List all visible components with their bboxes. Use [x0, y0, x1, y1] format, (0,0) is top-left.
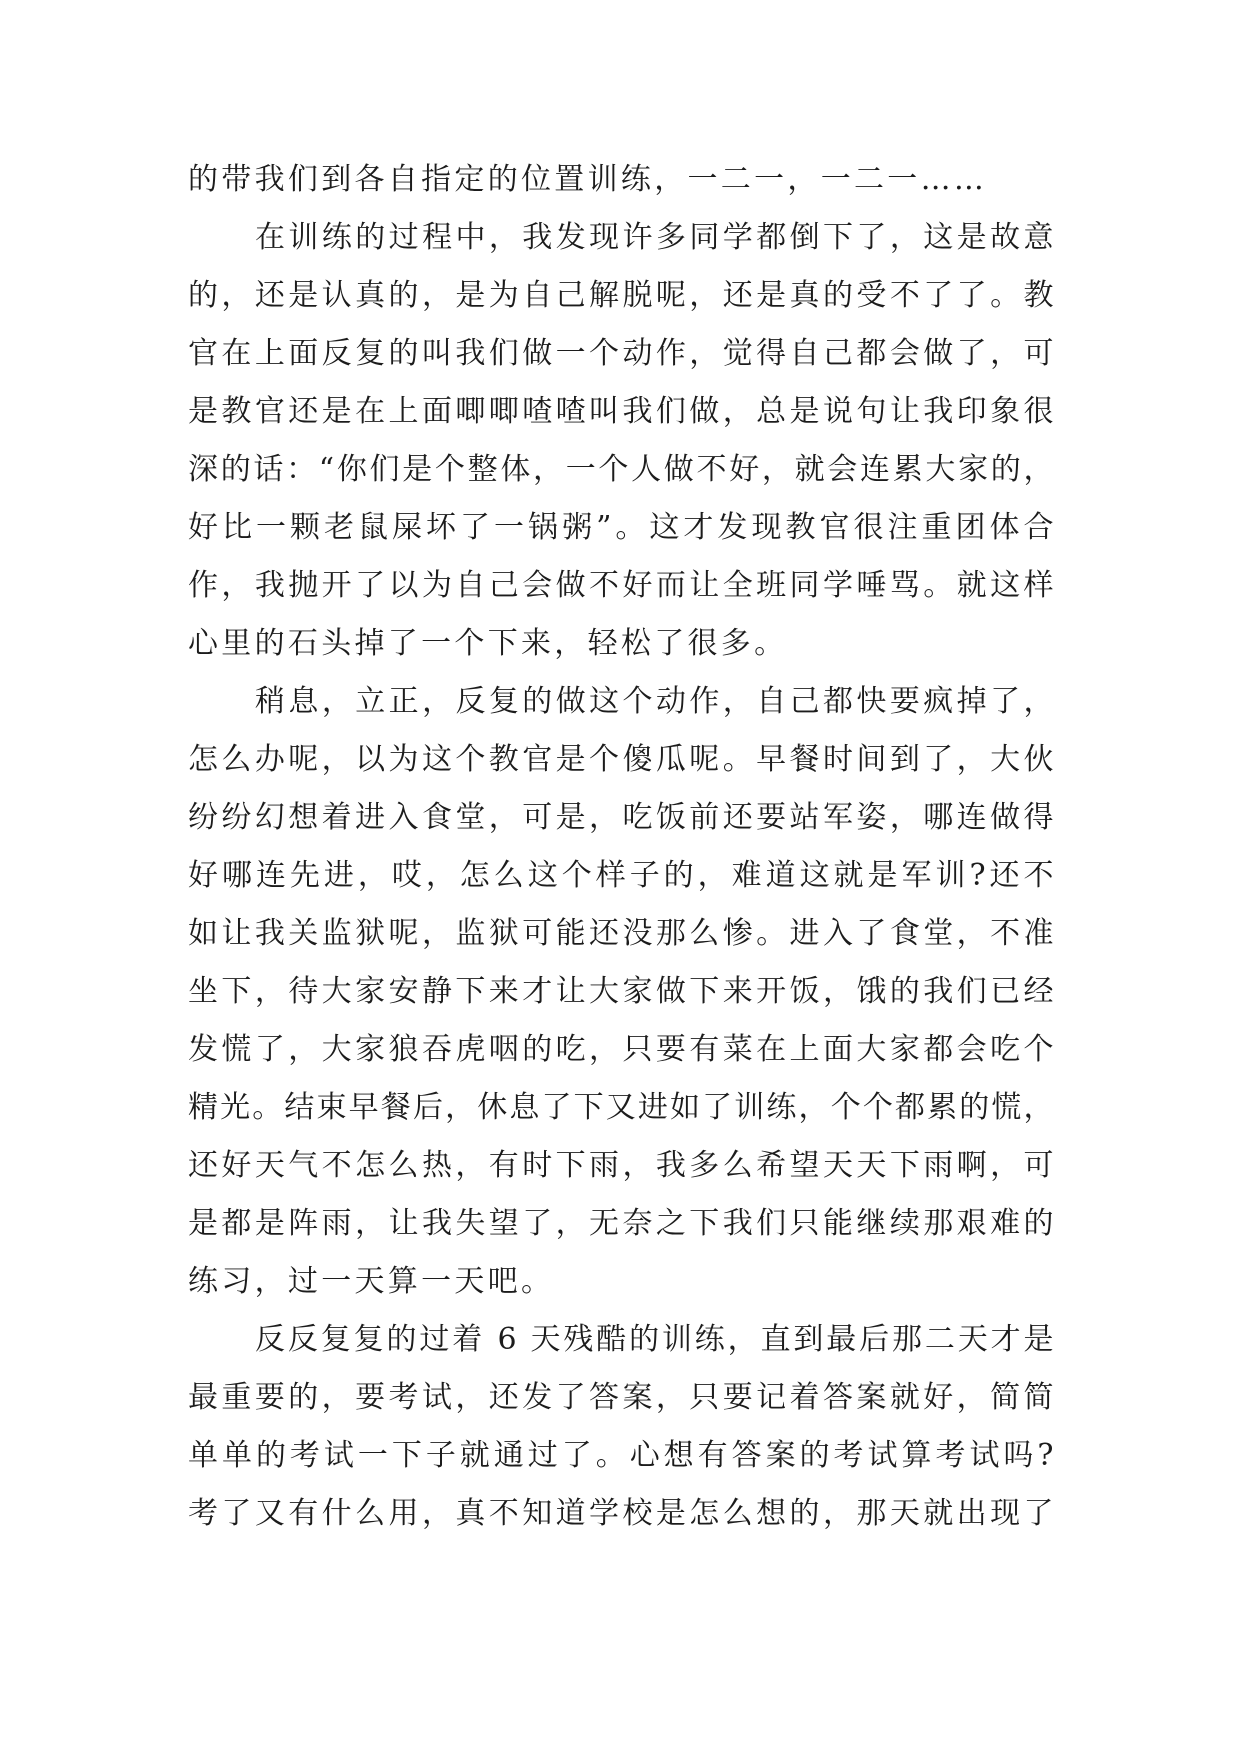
body-text [188, 151, 1055, 1543]
text-line: 官在上面反复的叫我们做一个动作，觉得自己都会做了，可 [188, 336, 1055, 371]
text-line: 还好天气不怎么热，有时下雨，我多么希望天天下雨啊，可 [188, 1148, 1055, 1183]
paragraph [188, 1311, 1055, 1543]
text-line: 坐下，待大家安静下来才让大家做下来开饭，饿的我们已经 [188, 974, 1055, 1009]
text-line: 纷纷幻想着进入食堂，可是，吃饭前还要站军姿，哪连做得 [188, 800, 1055, 835]
paragraph [188, 673, 1055, 1311]
text-line: 反反复复的过着 6 天残酷的训练，直到最后那二天才是 [255, 1322, 1055, 1357]
text-line: 作，我抛开了以为自己会做不好而让全班同学唾骂。就这样 [188, 568, 1055, 603]
text-line: 在训练的过程中，我发现许多同学都倒下了，这是故意 [255, 220, 1055, 255]
paragraph-continued [188, 151, 1055, 209]
text-line: 考了又有什么用，真不知道学校是怎么想的，那天就出现了 [188, 1496, 1055, 1531]
text-line: 的，还是认真的，是为自己解脱呢，还是真的受不了了。教 [188, 278, 1055, 313]
text-line: 是都是阵雨，让我失望了，无奈之下我们只能继续那艰难的 [188, 1206, 1055, 1241]
text-line: 精光。结束早餐后，休息了下又进如了训练，个个都累的慌， [188, 1090, 1055, 1125]
text-line: 稍息，立正，反复的做这个动作，自己都快要疯掉了， [255, 684, 1055, 719]
paragraph [188, 209, 1055, 673]
text-line: 练习，过一天算一天吧。 [188, 1264, 555, 1299]
text-line: 发慌了，大家狼吞虎咽的吃，只要有菜在上面大家都会吃个 [188, 1032, 1055, 1067]
text-line: 最重要的，要考试，还发了答案，只要记着答案就好，简简 [188, 1380, 1055, 1415]
text-line: 好比一颗老鼠屎坏了一锅粥”。这才发现教官很注重团体合 [188, 510, 1055, 545]
text-line: 的带我们到各自指定的位置训练，一二一，一二一…… [188, 162, 988, 197]
text-line: 怎么办呢，以为这个教官是个傻瓜呢。早餐时间到了，大伙 [188, 742, 1055, 777]
text-line: 心里的石头掉了一个下来，轻松了很多。 [188, 626, 788, 661]
text-line: 是教官还是在上面唧唧喳喳叫我们做，总是说句让我印象很 [188, 394, 1055, 429]
text-line: 单单的考试一下子就通过了。心想有答案的考试算考试吗? [188, 1438, 1055, 1473]
text-line: 深的话：“你们是个整体，一个人做不好，就会连累大家的， [188, 452, 1055, 487]
text-line: 如让我关监狱呢，监狱可能还没那么惨。进入了食堂，不准 [188, 916, 1055, 951]
text-line: 好哪连先进，哎，怎么这个样子的，难道这就是军训?还不 [188, 858, 1055, 893]
